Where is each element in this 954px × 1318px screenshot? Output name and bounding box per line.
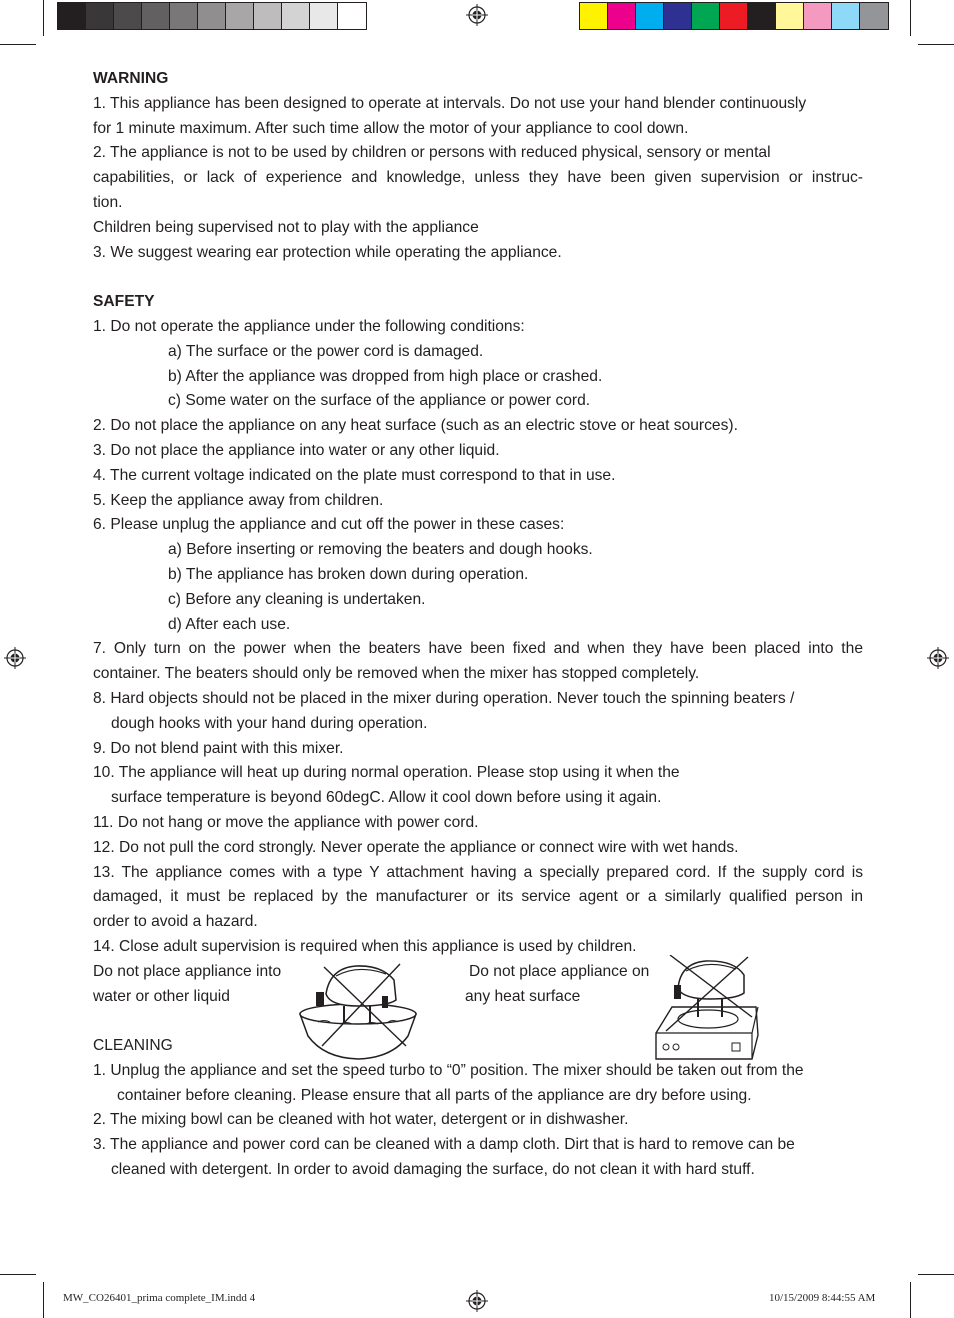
- gray-swatch: [338, 3, 366, 29]
- water-warning-caption: Do not place appliance into: [93, 963, 282, 980]
- safety-line: 14. Close adult supervision is required when this appliance is used by children.: [93, 937, 637, 955]
- heat-warning-caption: Do not place appliance on: [469, 963, 650, 980]
- safety-line: 12. Do not pull the cord strongly. Never operate the appliance or connect wire with wet hands.: [93, 838, 739, 856]
- gray-swatch: [114, 3, 142, 29]
- safety-line: surface temperature is beyond 60degC. Allow it cool down before using it again.: [111, 789, 662, 807]
- crop-mark: [918, 44, 954, 45]
- safety-line: dough hooks with your hand during operation.: [111, 714, 428, 732]
- cleaning-line: 3. The appliance and power cord can be cleaned with a damp cloth. Dirt that is hard to remove can be: [93, 1136, 795, 1154]
- process-color-bar: [579, 2, 889, 30]
- cleaning-section: [93, 1034, 863, 1183]
- safety-line: 7. Only turn on the power when the beaters have been fixed and when they have been placed into the: [93, 640, 863, 658]
- warning-line: capabilities, or lack of experience and knowledge, unless they have been given supervision or instruc-: [93, 169, 863, 187]
- safety-line: 8. Hard objects should not be placed in the mixer during operation. Never touch the spinning beaters /: [93, 689, 795, 707]
- warning-line: tion.: [93, 193, 123, 211]
- cleaning-line: container before cleaning. Please ensure that all parts of the appliance are dry before using.: [117, 1086, 752, 1104]
- crop-mark: [918, 1274, 954, 1275]
- cleaning-line: 1. Unplug the appliance and set the speed turbo to “0” position. The mixer should be taken out from the: [93, 1061, 804, 1079]
- gray-swatch: [254, 3, 282, 29]
- safety-line: damaged, it must be replaced by the manufacturer or its service agent or a similarly qualified person in: [93, 888, 863, 906]
- safety-subitem: a) Before inserting or removing the beaters and dough hooks.: [168, 541, 593, 559]
- safety-line: 4. The current voltage indicated on the plate must correspond to that in use.: [93, 466, 616, 484]
- safety-subitem: c) Before any cleaning is undertaken.: [168, 590, 426, 608]
- safety-line: 11. Do not hang or move the appliance with power cord.: [93, 813, 479, 831]
- warning-line: 1. This appliance has been designed to operate at intervals. Do not use your hand blender continuously: [93, 94, 807, 112]
- color-swatch: [720, 3, 748, 29]
- timestamp-slug: 10/15/2009 8:44:55 AM: [769, 1292, 876, 1304]
- cleaning-line: 2. The mixing bowl can be cleaned with hot water, detergent or in dishwasher.: [93, 1111, 629, 1129]
- warning-heading: WARNING: [93, 70, 169, 87]
- cleaning-line: cleaned with detergent. In order to avoid damaging the surface, do not clean it with hard stuff.: [111, 1160, 755, 1178]
- warning-line: 2. The appliance is not to be used by children or persons with reduced physical, sensory or mental: [93, 144, 771, 162]
- safety-line: 2. Do not place the appliance on any heat surface (such as an electric stove or heat sources).: [93, 417, 738, 435]
- safety-subitem: c) Some water on the surface of the appliance or power cord.: [168, 392, 591, 410]
- gray-swatch: [58, 3, 86, 29]
- gray-swatch: [282, 3, 310, 29]
- safety-subitem: d) After each use.: [168, 615, 291, 633]
- crop-mark: [910, 0, 911, 36]
- gray-swatch: [142, 3, 170, 29]
- crop-mark: [0, 44, 36, 45]
- registration-mark-icon: [466, 1290, 488, 1312]
- gray-swatch: [226, 3, 254, 29]
- water-warning-caption: water or other liquid: [93, 988, 230, 1005]
- warning-line: for 1 minute maximum. After such time allow the motor of your appliance to cool down.: [93, 119, 689, 137]
- safety-subitem: b) The appliance has broken down during operation.: [168, 565, 529, 583]
- color-swatch: [748, 3, 776, 29]
- safety-subitem: a) The surface or the power cord is damaged.: [168, 342, 484, 360]
- instructions-body: [93, 67, 863, 960]
- warning-line: 3. We suggest wearing ear protection while operating the appliance.: [93, 243, 562, 261]
- color-swatch: [832, 3, 860, 29]
- safety-subitem: b) After the appliance was dropped from high place or crashed.: [168, 367, 603, 385]
- color-swatch: [804, 3, 832, 29]
- safety-line: 13. The appliance comes with a type Y attachment having a specially prepared cord. If the supply cord is: [93, 863, 863, 881]
- crop-mark: [43, 0, 44, 36]
- gray-swatch: [170, 3, 198, 29]
- gray-swatch: [310, 3, 338, 29]
- safety-line: 3. Do not place the appliance into water or any other liquid.: [93, 441, 500, 459]
- safety-heading: SAFETY: [93, 293, 155, 311]
- file-slug: MW_CO26401_prima complete_IM.indd 4: [63, 1292, 256, 1304]
- color-swatch: [664, 3, 692, 29]
- gray-swatch: [86, 3, 114, 29]
- safety-line: 5. Keep the appliance away from children.: [93, 491, 384, 509]
- registration-mark-icon: [927, 647, 949, 669]
- warning-line: Children being supervised not to play with the appliance: [93, 218, 479, 236]
- gray-swatch: [198, 3, 226, 29]
- heat-warning-caption: any heat surface: [465, 988, 581, 1005]
- safety-line: 10. The appliance will heat up during normal operation. Please stop using it when the: [93, 764, 680, 782]
- safety-line: order to avoid a hazard.: [93, 913, 258, 931]
- cleaning-heading: CLEANING: [93, 1037, 173, 1054]
- crop-mark: [0, 1274, 36, 1275]
- safety-line: 1. Do not operate the appliance under the following conditions:: [93, 317, 525, 335]
- registration-mark-icon: [4, 647, 26, 669]
- color-swatch: [776, 3, 804, 29]
- safety-line: 9. Do not blend paint with this mixer.: [93, 739, 344, 757]
- safety-line: container. The beaters should only be removed when the mixer has stopped completely.: [93, 665, 700, 683]
- color-swatch: [608, 3, 636, 29]
- color-swatch: [692, 3, 720, 29]
- safety-line: 6. Please unplug the appliance and cut off the power in these cases:: [93, 516, 565, 534]
- color-swatch: [580, 3, 608, 29]
- registration-mark-icon: [466, 4, 488, 26]
- color-swatch: [636, 3, 664, 29]
- grayscale-color-bar: [57, 2, 367, 30]
- crop-mark: [910, 1282, 911, 1318]
- crop-mark: [43, 1282, 44, 1318]
- color-swatch: [860, 3, 888, 29]
